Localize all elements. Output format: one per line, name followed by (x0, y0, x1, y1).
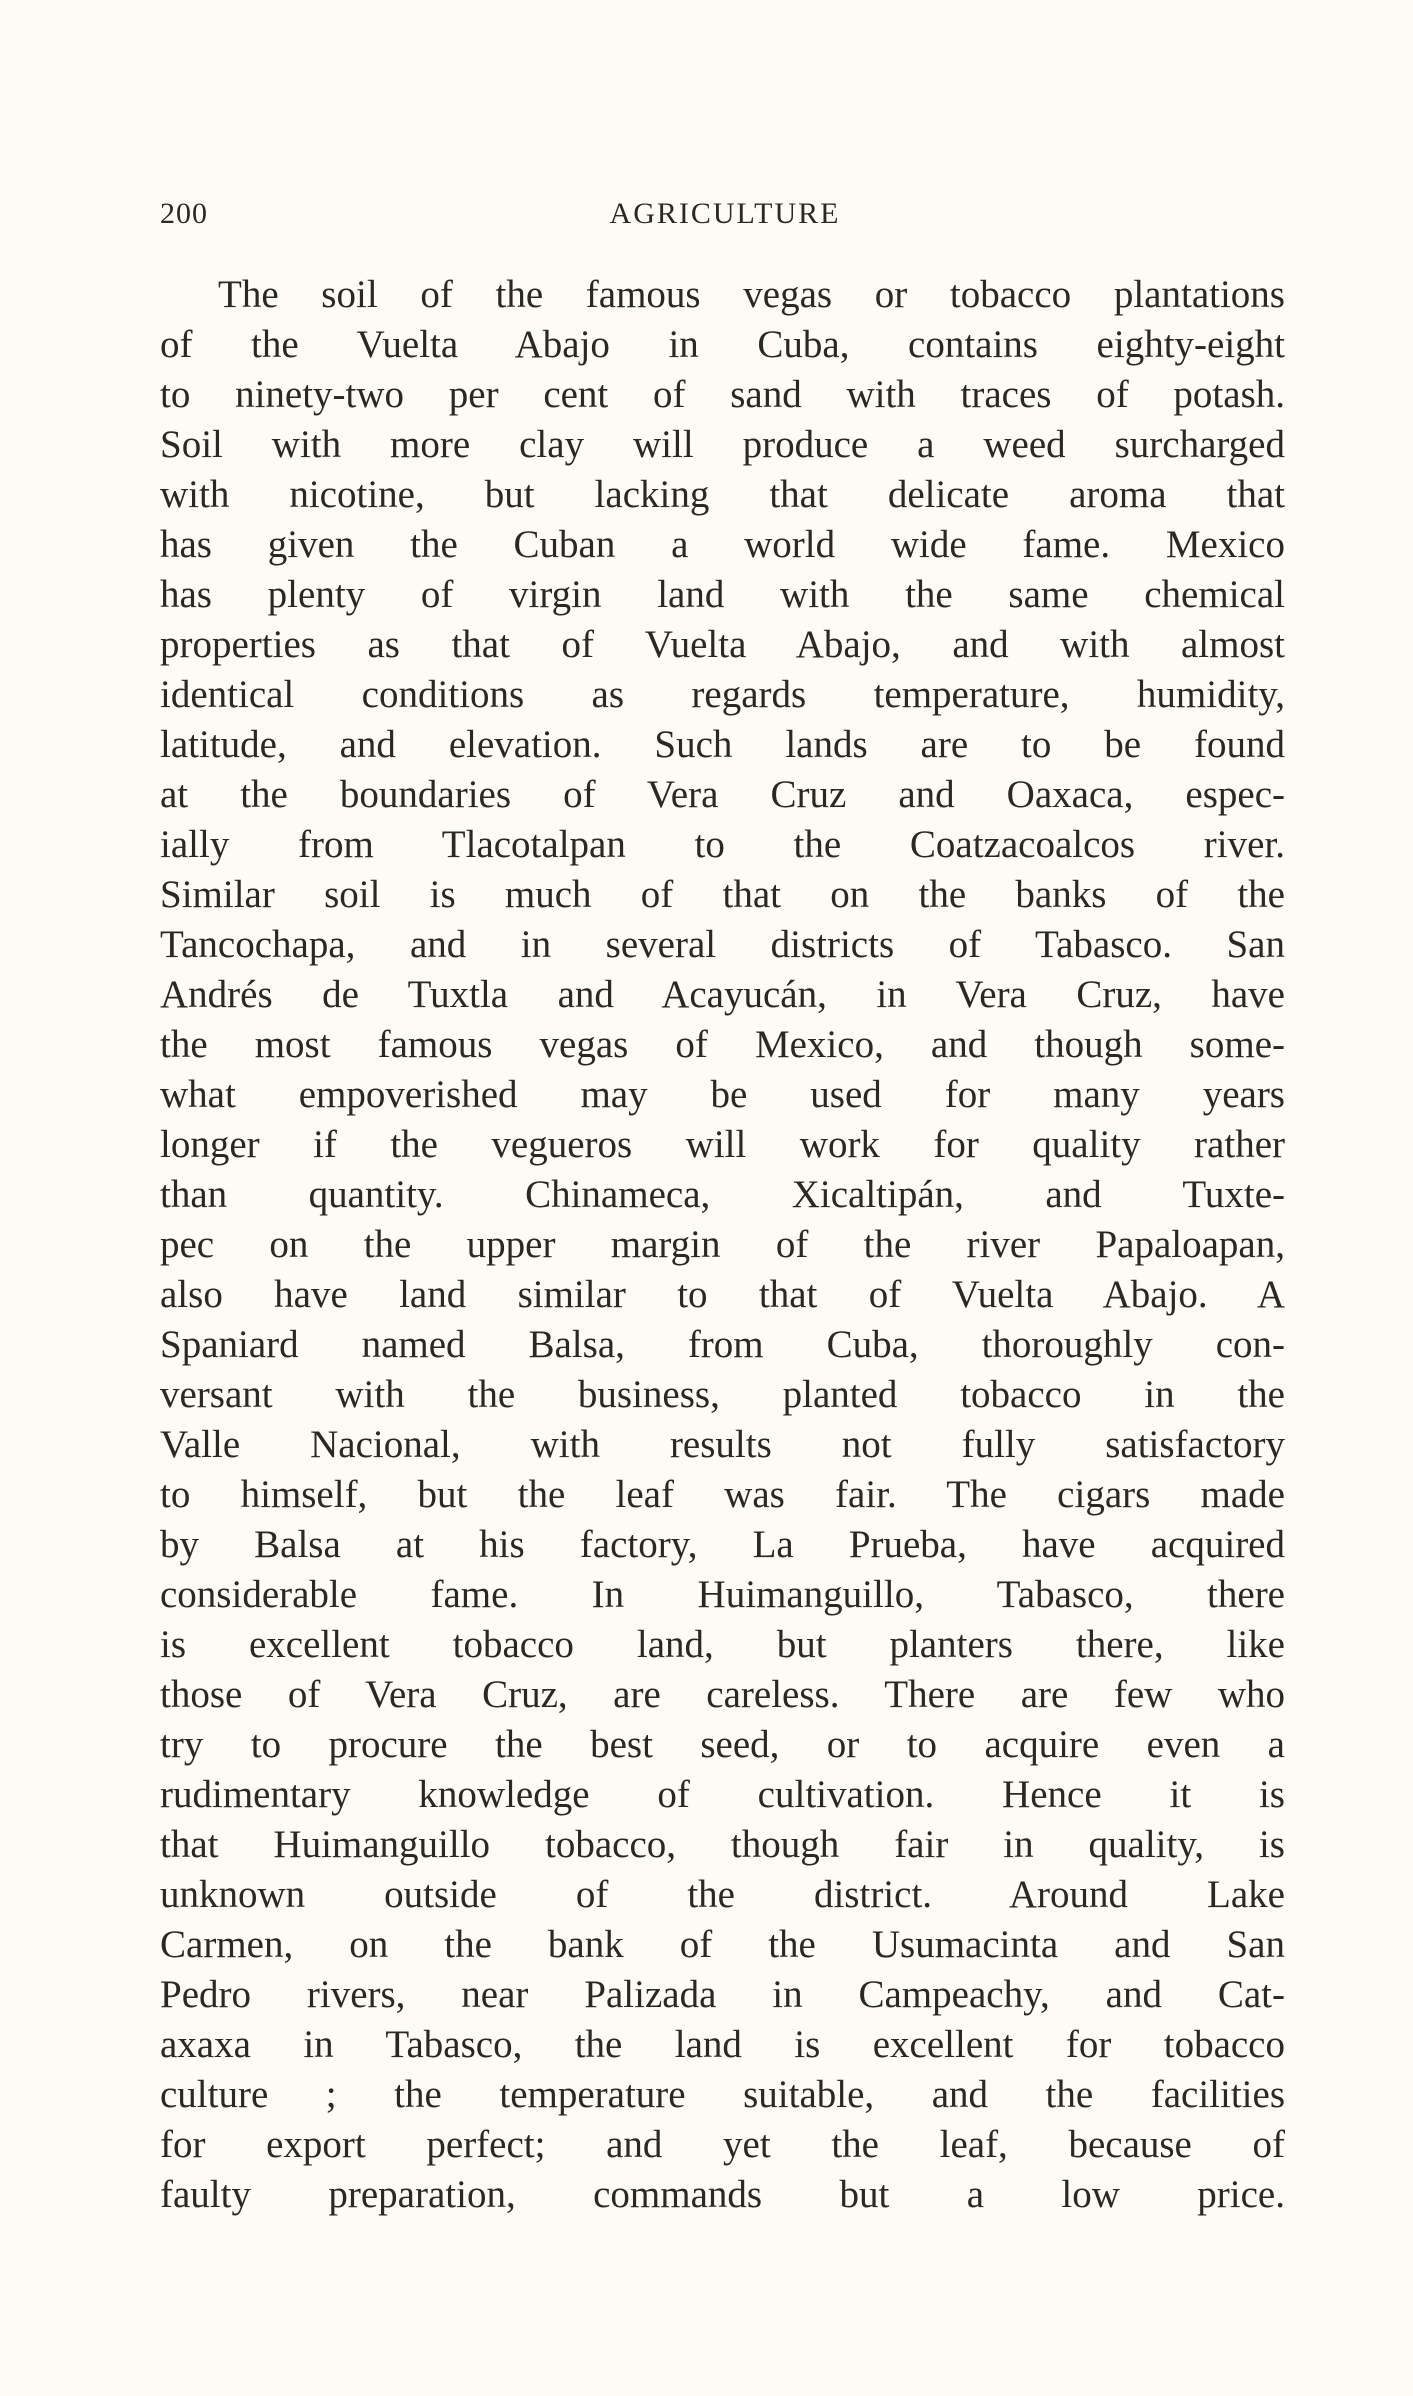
text-line: Similar soil is much of that on the banks of the (160, 873, 1285, 916)
text-line: try to procure the best seed, or to acquire even a (160, 1723, 1285, 1766)
text-line: the most famous vegas of Mexico, and though some- (160, 1023, 1285, 1066)
text-line: ially from Tlacotalpan to the Coatzacoalcos river. (160, 823, 1285, 866)
text-line: latitude, and elevation. Such lands are to be found (160, 723, 1285, 766)
text-line: by Balsa at his factory, La Prueba, have acquired (160, 1523, 1285, 1566)
text-line: versant with the business, planted tobacco in the (160, 1373, 1285, 1416)
text-line: Andrés de Tuxtla and Acayucán, in Vera Cruz, have (160, 973, 1285, 1016)
text-line: The soil of the famous vegas or tobacco plantations (218, 273, 1285, 316)
text-line: identical conditions as regards temperature, humidity, (160, 673, 1285, 716)
text-line: that Huimanguillo tobacco, though fair in quality, is (160, 1823, 1285, 1866)
body-paragraph (160, 270, 1285, 2220)
text-line: axaxa in Tabasco, the land is excellent for tobacco (160, 2023, 1285, 2066)
running-head (160, 194, 1290, 234)
text-line: of the Vuelta Abajo in Cuba, contains eighty-eight (160, 323, 1285, 366)
text-line: Soil with more clay will produce a weed surcharged (160, 423, 1285, 466)
text-line: pec on the upper margin of the river Papaloapan, (160, 1223, 1285, 1266)
text-line: those of Vera Cruz, are careless. There are few who (160, 1673, 1285, 1716)
text-line: has plenty of virgin land with the same chemical (160, 573, 1285, 616)
text-line: with nicotine, but lacking that delicate aroma that (160, 473, 1285, 516)
text-line: considerable fame. In Huimanguillo, Tabasco, there (160, 1573, 1285, 1616)
text-line: Spaniard named Balsa, from Cuba, thoroughly con- (160, 1323, 1285, 1366)
text-line: Carmen, on the bank of the Usumacinta and San (160, 1923, 1285, 1966)
text-line: Valle Nacional, with results not fully satisfactory (160, 1423, 1285, 1466)
text-line: rudimentary knowledge of cultivation. Hence it is (160, 1773, 1285, 1816)
text-line: for export perfect; and yet the leaf, because of (160, 2123, 1285, 2166)
text-line: to ninety-two per cent of sand with traces of potash. (160, 373, 1285, 416)
text-line: at the boundaries of Vera Cruz and Oaxaca, espec- (160, 773, 1285, 816)
text-line: is excellent tobacco land, but planters there, like (160, 1623, 1285, 1666)
text-line: faulty preparation, commands but a low price. (160, 2173, 1285, 2216)
text-line: also have land similar to that of Vuelta Abajo. A (160, 1273, 1285, 1316)
text-line: unknown outside of the district. Around Lake (160, 1873, 1285, 1916)
page-number: 200 (160, 197, 208, 230)
page-header-title: AGRICULTURE (609, 197, 841, 230)
text-line: Tancochapa, and in several districts of Tabasco. San (160, 923, 1285, 966)
text-line: Pedro rivers, near Palizada in Campeachy, and Cat- (160, 1973, 1285, 2016)
text-line: culture ; the temperature suitable, and the facilities (160, 2073, 1285, 2116)
text-line: longer if the vegueros will work for quality rather (160, 1123, 1285, 1166)
text-line: has given the Cuban a world wide fame. Mexico (160, 523, 1285, 566)
text-line: than quantity. Chinameca, Xicaltipán, and Tuxte- (160, 1173, 1285, 1216)
text-line: what empoverished may be used for many years (160, 1073, 1285, 1116)
text-line: properties as that of Vuelta Abajo, and with almost (160, 623, 1285, 666)
text-line: to himself, but the leaf was fair. The cigars made (160, 1473, 1285, 1516)
